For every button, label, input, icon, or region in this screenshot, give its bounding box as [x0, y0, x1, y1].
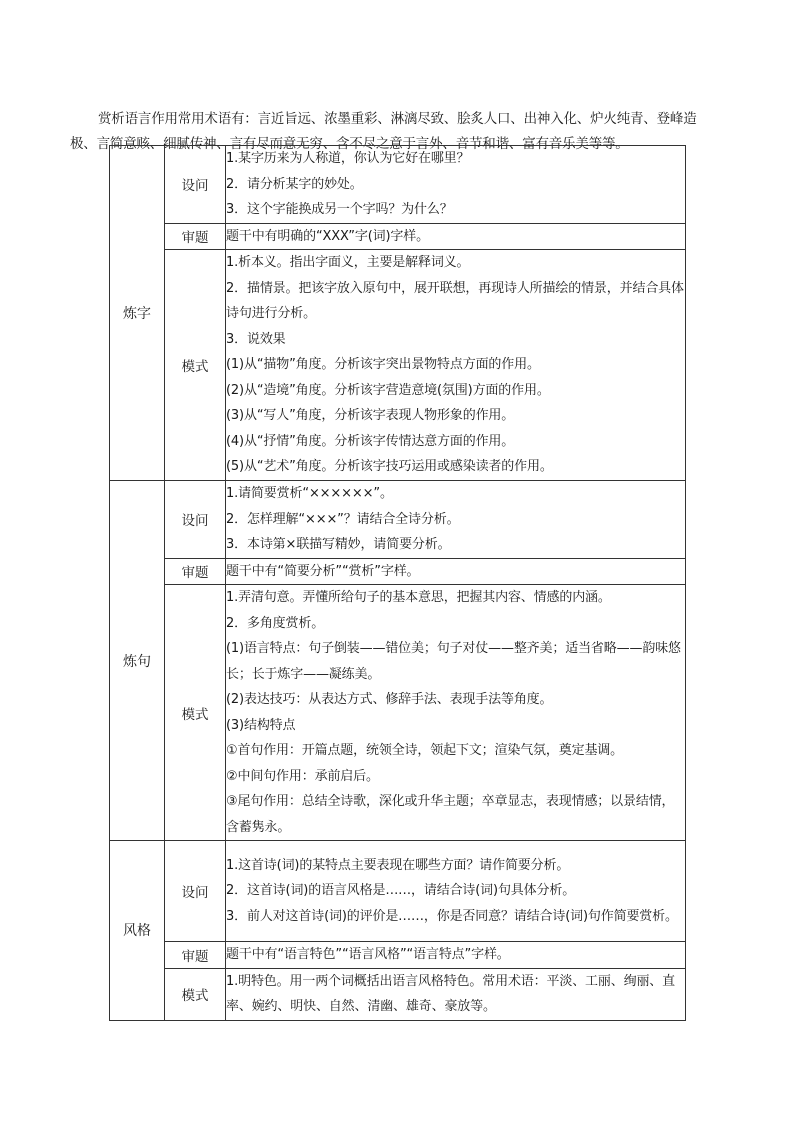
- text-line: 2．多角度赏析。: [226, 615, 325, 631]
- text-line: (3)结构特点: [226, 717, 296, 733]
- category-cell: 风格: [110, 841, 165, 1021]
- table-row: [110, 481, 686, 559]
- content-cell: [226, 585, 686, 841]
- text-line: 2．怎样理解“×××”？请结合全诗分析。: [226, 511, 460, 527]
- text-line: 2．描情景。把该字放入原句中，展开联想，再现诗人所描绘的情景，并结合具体诗句进行分析。: [226, 280, 684, 322]
- text-line: 3．这个字能换成另一个字吗？为什么？: [226, 202, 453, 217]
- text-line: ③尾句作用：总结全诗歌，深化或升华主题；卒章显志，表现情感；以景结情，含蓄隽永。: [226, 794, 675, 835]
- text-line: (1)语言特点：句子倒装——错位美；句子对仗——整齐美；适当省略——韵味悠长；长于炼字——凝练美。: [226, 641, 681, 682]
- sub-label-cell: 设问: [165, 841, 226, 942]
- intro-paragraph: 赏析语言作用常用术语有：言近旨远、浓墨重彩、淋漓尽致、脍炙人口、出神入化、炉火纯青、登峰造极、言简意赅、细腻传神、言有尽而意无穷、含不尽之意于言外、音节和谐、富有音乐美等等。: [70, 110, 697, 152]
- sub-label-cell: 模式: [165, 585, 226, 841]
- category-cell: 炼字: [110, 146, 165, 481]
- content-cell: [226, 841, 686, 942]
- text-line: 1.请简要赏析“××××××”。: [226, 486, 393, 501]
- table-row: [110, 558, 686, 585]
- text-line: 1.某字历来为人称道，你认为它好在哪里？: [226, 151, 470, 166]
- table-row: [110, 146, 686, 224]
- content-cell: [226, 146, 686, 224]
- content-cell: [226, 942, 686, 969]
- text-line: 题干中有“语言特色”“语言风格”“语言特点”字样。: [226, 947, 510, 962]
- content-cell: [226, 481, 686, 559]
- text-line: 2．这首诗(词)的语言风格是……，请结合诗(词)句具体分析。: [226, 883, 576, 899]
- sub-label-cell: 模式: [165, 250, 226, 481]
- text-line: 2．请分析某字的妙处。: [226, 176, 363, 192]
- text-line: (5)从“艺术”角度。分析该字技巧运用或感染读者的作用。: [226, 459, 553, 475]
- text-line: 1.析本义。指出字面义，主要是解释词义。: [226, 255, 470, 271]
- table-row: [110, 585, 686, 841]
- text-line: ①首句作用：开篇点题，统领全诗，领起下文；渲染气氛，奠定基调。: [226, 743, 624, 758]
- sub-label-cell: 审题: [165, 223, 226, 250]
- content-cell: [226, 223, 686, 250]
- text-line: 3．本诗第×联描写精妙，请简要分析。: [226, 537, 451, 552]
- terminology-table: [109, 145, 686, 1021]
- text-line: 1.明特色。用一两个词概括出语言风格特色。常用术语：平淡、工丽、绚丽、直率、婉约、明快、自然、清幽、雄奇、豪放等。: [226, 973, 676, 1014]
- content-cell: [226, 968, 686, 1020]
- sub-label-cell: 模式: [165, 968, 226, 1020]
- table-row: [110, 968, 686, 1020]
- category-cell: 炼句: [110, 481, 165, 841]
- table-row: [110, 223, 686, 250]
- table-row: [110, 942, 686, 969]
- content-cell: [226, 250, 686, 481]
- sub-label-cell: 审题: [165, 942, 226, 969]
- text-line: ②中间句作用：承前启后。: [226, 768, 379, 784]
- text-line: (4)从“抒情”角度。分析该字传情达意方面的作用。: [226, 433, 515, 449]
- text-line: (1)从“描物”角度。分析该字突出景物特点方面的作用。: [226, 357, 540, 373]
- sub-label-cell: 设问: [165, 146, 226, 224]
- text-line: 3．说效果: [226, 331, 286, 347]
- text-line: (2)从“造境”角度。分析该字营造意境(氛围)方面的作用。: [226, 382, 550, 398]
- table-row: [110, 841, 686, 942]
- table-row: [110, 250, 686, 481]
- sub-label-cell: 设问: [165, 481, 226, 559]
- text-line: 1.这首诗(词)的某特点主要表现在哪些方面？请作简要分析。: [226, 857, 570, 873]
- text-line: (3)从“写人”角度，分析该字表现人物形象的作用。: [226, 408, 515, 424]
- text-line: 题干中有“简要分析”“赏析”字样。: [226, 563, 420, 579]
- text-line: (2)表达技巧：从表达方式、修辞手法、表现手法等角度。: [226, 692, 553, 707]
- text-line: 1.弄清句意。弄懂所给句子的基本意思，把握其内容、情感的内涵。: [226, 590, 611, 605]
- text-line: 3．前人对这首诗(词)的评价是……，你是否同意？请结合诗(词)句作简要赏析。: [226, 908, 678, 924]
- content-cell: [226, 558, 686, 585]
- text-line: 题干中有明确的“XXX”字(词)字样。: [226, 228, 429, 244]
- sub-label-cell: 审题: [165, 558, 226, 585]
